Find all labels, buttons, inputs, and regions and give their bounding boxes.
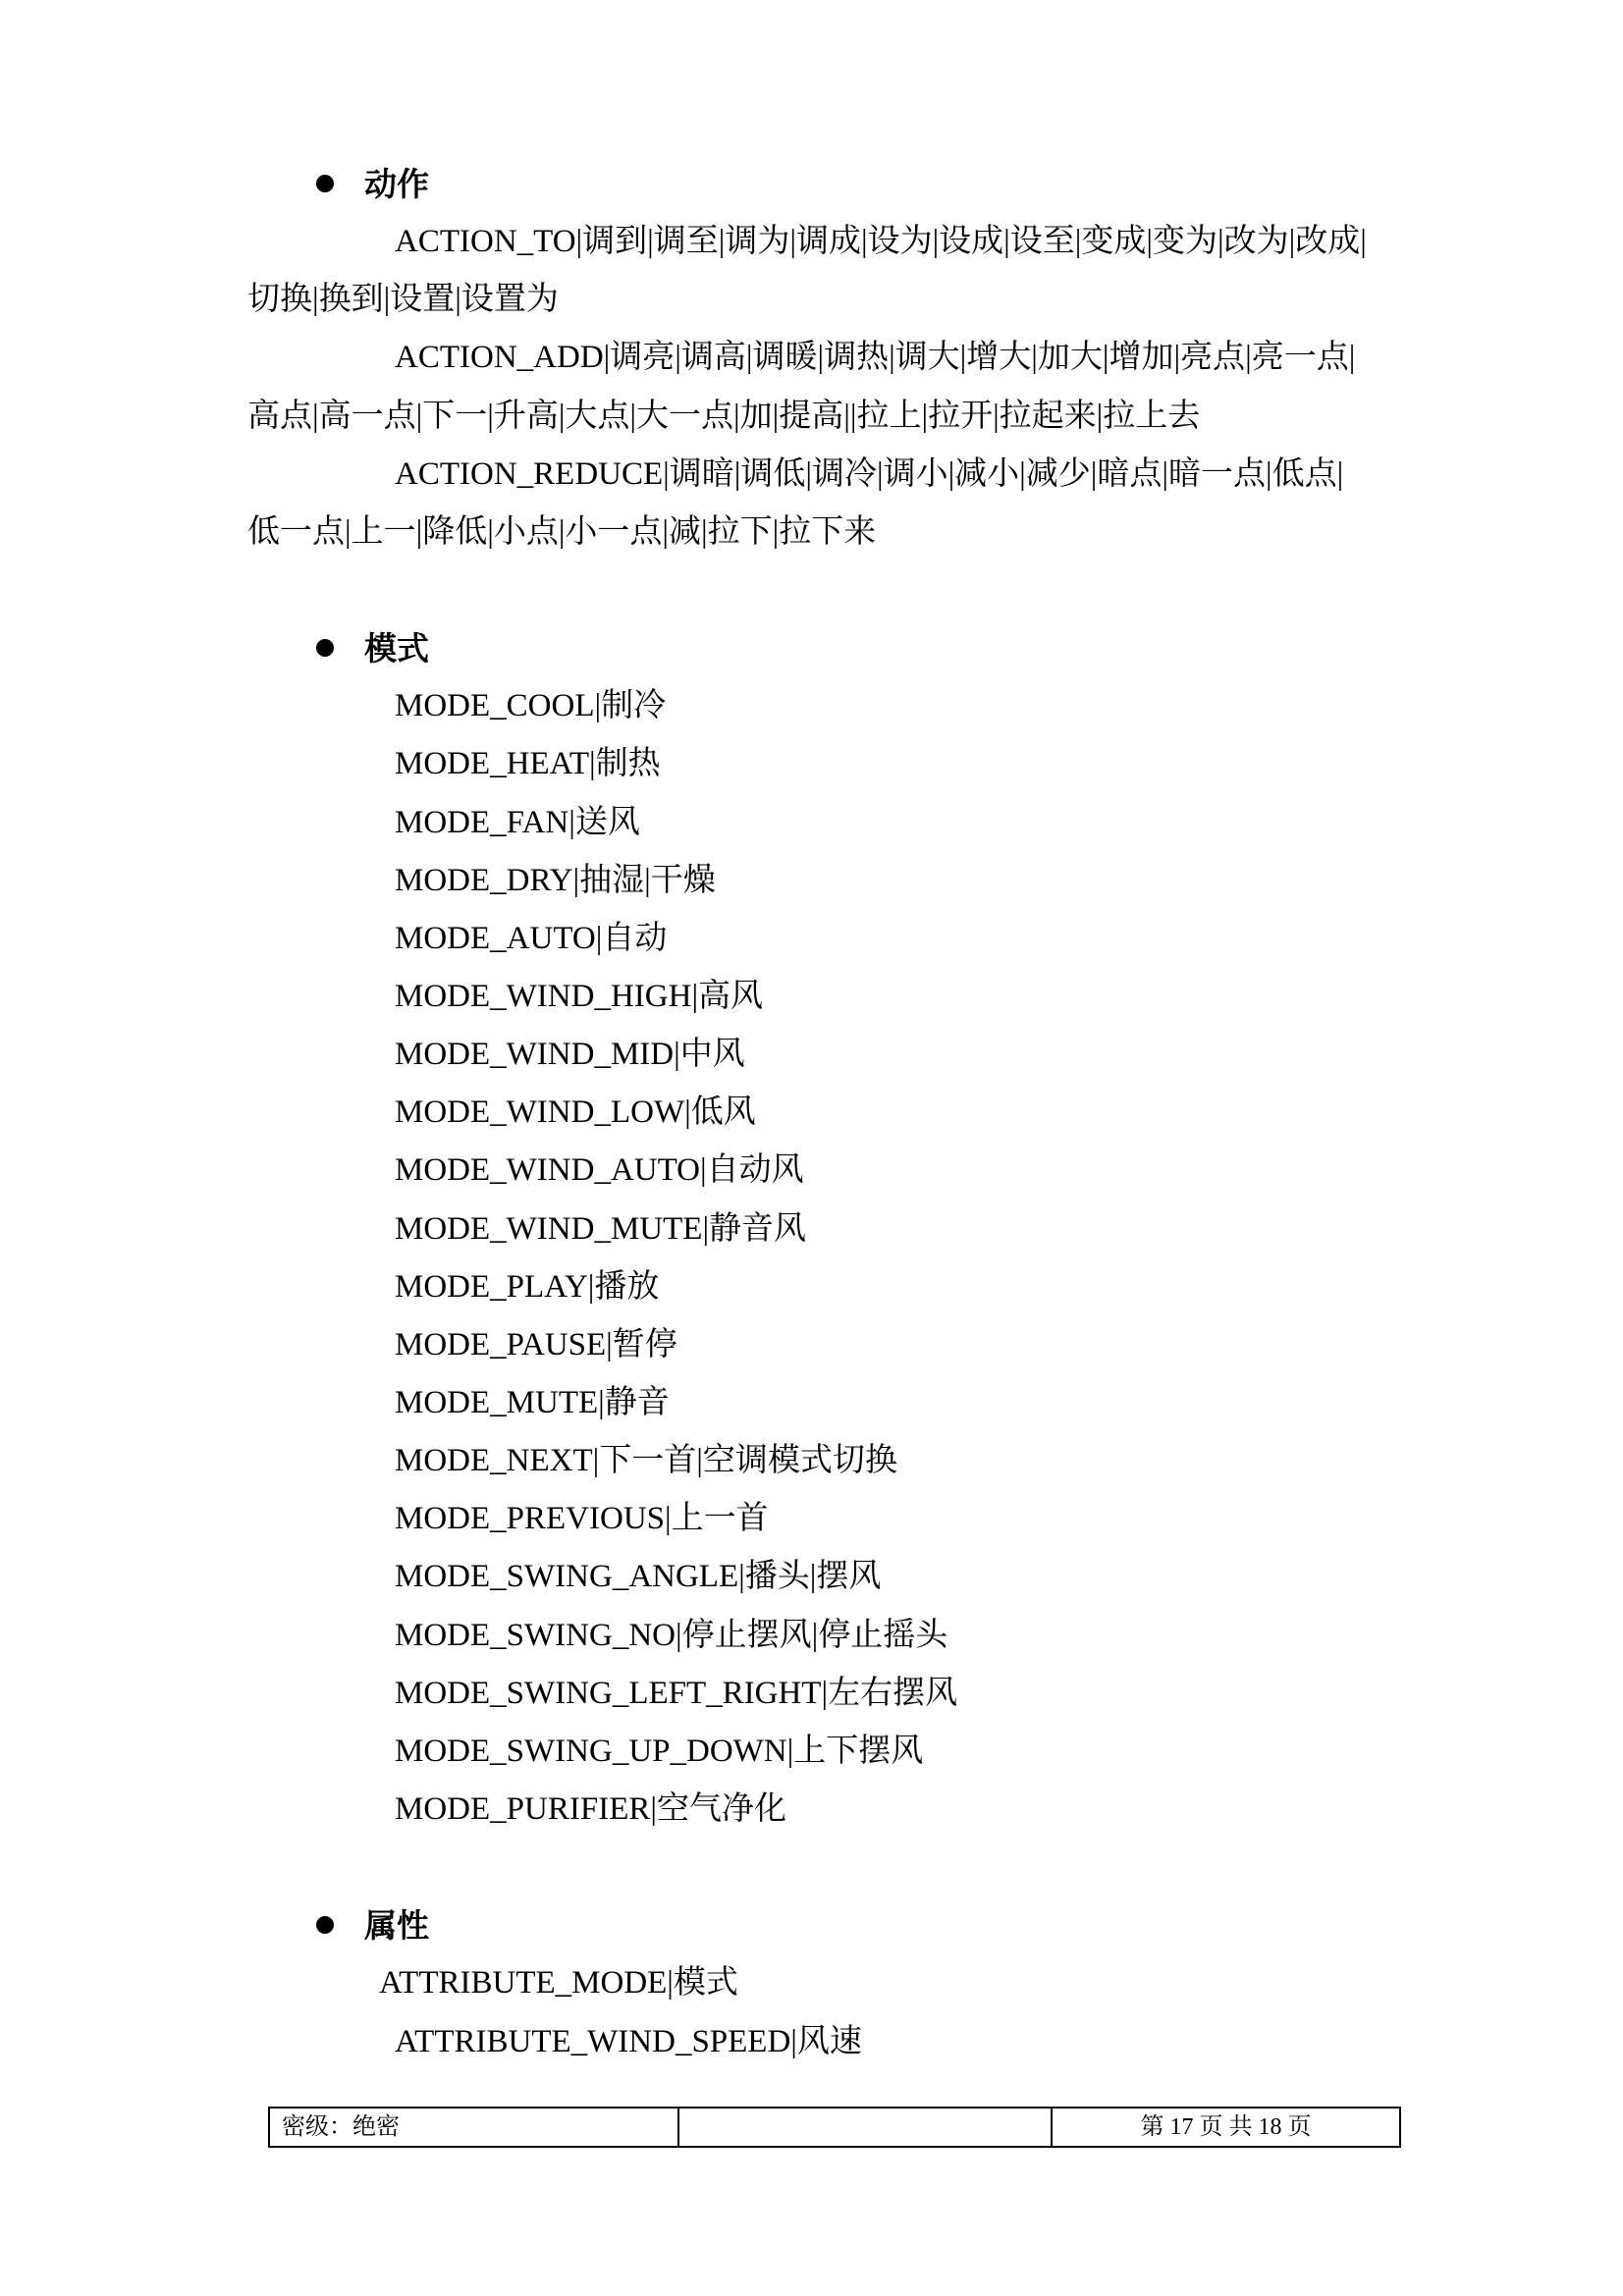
mode-item: MODE_DRY|抽湿|干燥 — [395, 862, 716, 898]
page-footer-table — [268, 2107, 1401, 2148]
blank-line — [0, 1839, 1623, 1896]
bullet-icon — [316, 639, 334, 657]
mode-item: MODE_WIND_MUTE|静音风 — [395, 1210, 807, 1247]
footer-page-number: 第 17 页 共 18 页 — [1052, 2108, 1400, 2147]
mode-item: MODE_WIND_LOW|低风 — [395, 1095, 756, 1131]
action-to-line: ACTION_TO|调到|调至|调为|调成|设为|设成|设至|变成|变为|改为|改成| — [395, 224, 1367, 260]
action-reduce-line: ACTION_REDUCE|调暗|调低|调冷|调小|减小|减少|暗点|暗一点|低点| — [395, 455, 1344, 492]
action-to-continuation: 切换|换到|设置|设置为 — [247, 282, 559, 318]
section-heading-text: 动作 — [364, 166, 429, 202]
mode-item: MODE_WIND_HIGH|高风 — [395, 978, 764, 1014]
attribute-item: ATTRIBUTE_MODE|模式 — [379, 1965, 738, 2002]
mode-item: MODE_PREVIOUS|上一首 — [395, 1501, 769, 1537]
document-body — [0, 155, 1623, 2071]
mode-item: MODE_SWING_NO|停止摆风|停止摇头 — [395, 1617, 948, 1653]
mode-item: MODE_COOL|制冷 — [395, 688, 667, 724]
bullet-icon — [316, 1916, 334, 1934]
attribute-item: ATTRIBUTE_WIND_SPEED|风速 — [395, 2023, 862, 2059]
blank-line — [0, 561, 1623, 619]
section-heading-attribute — [0, 1896, 1623, 1954]
mode-item: MODE_WIND_MID|中风 — [395, 1037, 745, 1073]
footer-classification: 密级：绝密 — [269, 2108, 678, 2147]
mode-item: MODE_PAUSE|暂停 — [395, 1326, 677, 1362]
section-heading-text: 模式 — [364, 630, 429, 667]
section-heading-text: 属性 — [364, 1907, 429, 1945]
mode-item: MODE_SWING_LEFT_RIGHT|左右摆风 — [395, 1675, 958, 1711]
mode-item: MODE_SWING_ANGLE|播头|摆风 — [395, 1559, 882, 1595]
mode-item: MODE_HEAT|制热 — [395, 746, 661, 782]
footer-row — [269, 2108, 1400, 2147]
action-add-line: ACTION_ADD|调亮|调高|调暖|调热|调大|增大|加大|增加|亮点|亮一点| — [395, 340, 1356, 376]
mode-item: MODE_AUTO|自动 — [395, 920, 668, 956]
mode-item: MODE_PLAY|播放 — [395, 1268, 660, 1305]
section-heading-action — [0, 155, 1623, 213]
action-add-continuation: 高点|高一点|下一|升高|大点|大一点|加|提高||拉上|拉开|拉起来|拉上去 — [247, 398, 1201, 434]
mode-item: MODE_WIND_AUTO|自动风 — [395, 1152, 804, 1189]
mode-item: MODE_SWING_UP_DOWN|上下摆风 — [395, 1733, 924, 1769]
bullet-icon — [316, 175, 334, 192]
section-heading-mode — [0, 619, 1623, 677]
mode-item: MODE_PURIFIER|空气净化 — [395, 1790, 786, 1827]
action-reduce-continuation: 低一点|上一|降低|小点|小一点|减|拉下|拉下来 — [247, 513, 877, 550]
mode-item: MODE_MUTE|静音 — [395, 1384, 670, 1420]
mode-item: MODE_NEXT|下一首|空调模式切换 — [395, 1443, 897, 1479]
footer-empty-cell — [678, 2108, 1052, 2147]
mode-item: MODE_FAN|送风 — [395, 804, 640, 840]
